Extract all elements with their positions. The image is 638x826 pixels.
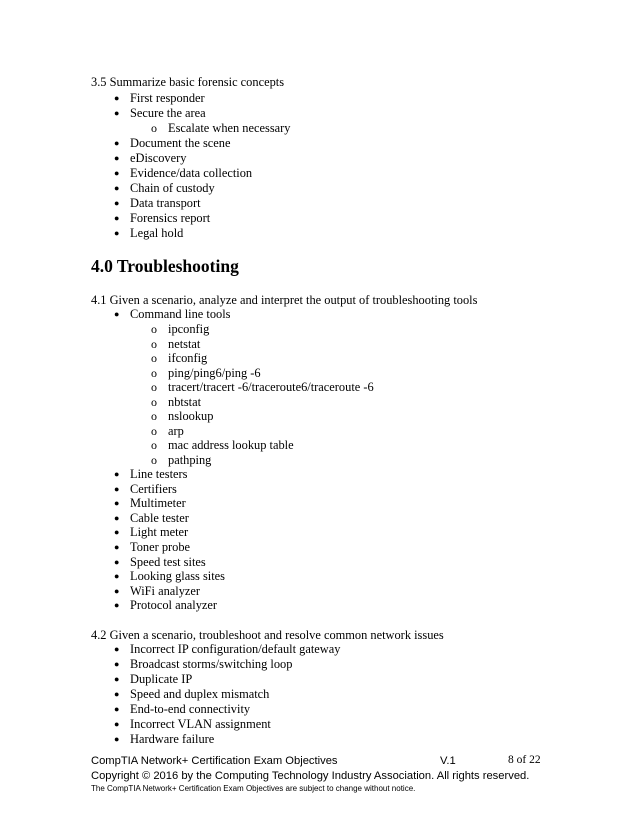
list-item: Certifiers [130, 482, 177, 496]
sub-bullet: o [151, 351, 157, 365]
sub-bullet: o [151, 322, 157, 336]
bullet: ● [114, 586, 120, 596]
sub-list-item: ifconfig [168, 351, 208, 365]
list-item: Speed and duplex mismatch [130, 687, 270, 701]
bullet: ● [114, 183, 120, 193]
sub-list-item: nslookup [168, 409, 214, 423]
list-item: eDiscovery [130, 151, 187, 165]
bullet: ● [114, 498, 120, 508]
bullet: ● [114, 228, 120, 238]
sub-list-item: arp [168, 424, 184, 438]
sub-bullet: o [151, 366, 157, 380]
bullet: ● [114, 309, 120, 319]
bullet: ● [114, 674, 120, 684]
list-item: Speed test sites [130, 555, 206, 569]
bullet: ● [114, 108, 120, 118]
list-item: Forensics report [130, 211, 211, 225]
sub-bullet: o [151, 424, 157, 438]
list-item: Chain of custody [130, 181, 215, 195]
list-item: Incorrect VLAN assignment [130, 717, 271, 731]
list-item: Toner probe [130, 540, 191, 554]
list-item: Incorrect IP configuration/default gateway [130, 642, 341, 656]
sub-bullet: o [151, 337, 157, 351]
list-item: Cable tester [130, 511, 189, 525]
bullet: ● [114, 689, 120, 699]
section-3-5-heading: 3.5 Summarize basic forensic concepts [91, 75, 285, 89]
footer-doc-title: CompTIA Network+ Certification Exam Objectives [91, 755, 338, 767]
list-item: Hardware failure [130, 732, 215, 746]
sub-list-item: ipconfig [168, 322, 210, 336]
sub-bullet: o [151, 409, 157, 423]
section-4-2-heading: 4.2 Given a scenario, troubleshoot and resolve common network issues [91, 628, 444, 642]
list-item: End-to-end connectivity [130, 702, 251, 716]
bullet: ● [114, 513, 120, 523]
footer-page-number: 8 of 22 [508, 754, 541, 766]
bullet: ● [114, 542, 120, 552]
list-item: Protocol analyzer [130, 598, 218, 612]
list-item: Legal hold [130, 226, 184, 240]
sub-bullet: o [151, 438, 157, 452]
list-item: WiFi analyzer [130, 584, 201, 598]
list-item: Document the scene [130, 136, 231, 150]
bullet: ● [114, 138, 120, 148]
footer-copyright: Copyright © 2016 by the Computing Technology Industry Association. All rights reserved. [91, 770, 530, 782]
sub-list-item: Escalate when necessary [168, 121, 291, 135]
bullet: ● [114, 213, 120, 223]
list-item: Evidence/data collection [130, 166, 253, 180]
bullet: ● [114, 168, 120, 178]
bullet: ● [114, 469, 120, 479]
sub-bullet: o [151, 453, 157, 467]
sub-list-item: netstat [168, 337, 201, 351]
sub-list-item: ping/ping6/ping -6 [168, 366, 261, 380]
bullet: ● [114, 484, 120, 494]
sub-list-item: pathping [168, 453, 212, 467]
bullet: ● [114, 153, 120, 163]
sub-bullet: o [151, 395, 157, 409]
sub-list-item: mac address lookup table [168, 438, 294, 452]
list-item: Light meter [130, 525, 189, 539]
sub-bullet: o [151, 380, 157, 394]
sub-bullet: o [151, 121, 157, 135]
bullet: ● [114, 527, 120, 537]
bullet: ● [114, 659, 120, 669]
bullet: ● [114, 600, 120, 610]
bullet: ● [114, 198, 120, 208]
chapter-title: 4.0 Troubleshooting [91, 256, 239, 276]
bullet: ● [114, 644, 120, 654]
bullet: ● [114, 571, 120, 581]
sub-list-item: nbtstat [168, 395, 202, 409]
list-item: Line testers [130, 467, 188, 481]
list-item: Looking glass sites [130, 569, 225, 583]
section-4-1-heading: 4.1 Given a scenario, analyze and interpret the output of troubleshooting tools [91, 293, 478, 307]
list-item: Duplicate IP [130, 672, 193, 686]
list-item: Secure the area [130, 106, 206, 120]
bullet: ● [114, 93, 120, 103]
list-item: Multimeter [130, 496, 186, 510]
list-item: Data transport [130, 196, 201, 210]
list-item: Broadcast storms/switching loop [130, 657, 293, 671]
list-item: First responder [130, 91, 205, 105]
bullet: ● [114, 734, 120, 744]
footer-version: V.1 [440, 755, 456, 767]
bullet: ● [114, 704, 120, 714]
bullet: ● [114, 719, 120, 729]
list-item: Command line tools [130, 307, 231, 321]
sub-list-item: tracert/tracert -6/traceroute6/traceroute -6 [168, 380, 374, 394]
bullet: ● [114, 557, 120, 567]
footer-disclaimer: The CompTIA Network+ Certification Exam Objectives are subject to change without notice. [91, 784, 416, 793]
